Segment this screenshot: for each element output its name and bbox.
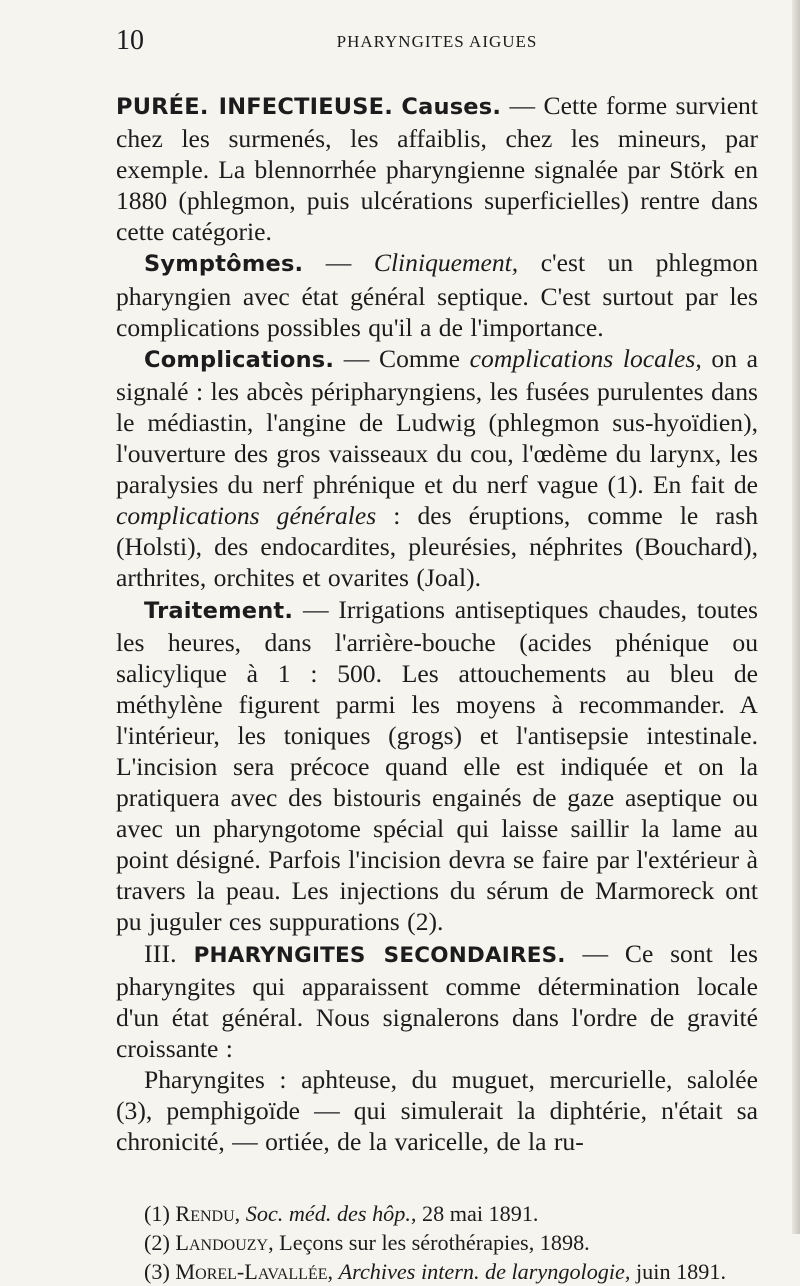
- dash: —: [582, 938, 609, 968]
- footnote-number: (2): [144, 1230, 170, 1256]
- footnote-number: (1): [144, 1201, 170, 1227]
- page-edge: [792, 0, 800, 1234]
- heading-traitement: Traitement.: [144, 597, 294, 624]
- dash: —: [509, 91, 536, 120]
- text-complications-2: on a signalé : les abcès péripharyngiens, les fusées purulentes dans le médiastin, l'angine de Ludwig (phlegmon sus-hyoïdien), l'ouverture des gros vaisseaux du cou, l'œdème du larynx, les paralysies du nerf phrénique et du nerf vague (1). En fait de: [116, 343, 758, 500]
- heading-puree: PURÉE. INFECTIEUSE.: [116, 94, 393, 120]
- paragraph-list: Pharyngites : aphteuse, du muguet, mercurielle, salolée (3), pemphigoïde — qui simulerait la diphtérie, n'était sa chronicité, — ortiée, de la varicelle, de la ru-: [116, 1064, 758, 1157]
- italic-complications-generales: complications générales: [116, 501, 377, 531]
- italic-complications-locales: complications locales,: [469, 343, 702, 373]
- text-complications-3: : des éruptions, comme le rash (Holsti), des endocardites, pleurésies, néphrites (Bouchard), arthrites, orchites et ovarites (Joal).: [116, 501, 759, 593]
- body-text: [116, 90, 758, 1157]
- text-secondaires: Ce sont les pharyngites qui apparaissent comme détermination locale d'un état général. Nous signalerons dans l'ordre de gravité croissante :: [116, 938, 758, 1063]
- page-number: 10: [116, 25, 144, 56]
- footnote-number: (3): [144, 1259, 170, 1285]
- text-complications-1: Comme: [379, 343, 461, 373]
- paragraph-complications: [116, 343, 758, 594]
- footnote-2: [116, 1228, 758, 1257]
- text-symptomes: c'est un phlegmon pharyngien avec état général septique. C'est surtout par les complications possibles qu'il a de l'importance.: [116, 248, 759, 342]
- italic-cliniquement: Cliniquement,: [373, 248, 519, 278]
- page-header: [116, 24, 758, 64]
- footnote-3: [116, 1257, 758, 1286]
- footnote-author: Rendu,: [175, 1201, 241, 1227]
- footnote-source: Soc. méd. des hôp.,: [245, 1201, 417, 1227]
- footnote-author: Landouzy,: [175, 1230, 274, 1256]
- footnote-title: Leçons sur les sérothérapies, 1898.: [279, 1230, 590, 1256]
- section-numeral: III.: [144, 938, 177, 968]
- footnote-author: Morel-Lavallée,: [175, 1259, 334, 1285]
- paragraph-puree: [116, 90, 758, 247]
- footnotes: [116, 1199, 758, 1286]
- dash: —: [325, 248, 352, 278]
- text-puree: Cette forme survient chez les surmenés, les affaiblis, chez les mineurs, par exemple. La blennorrhée pharyngienne signalée par Störk en 1880 (phlegmon, puis ulcérations superficielles) rentre dans cette catégorie.: [116, 91, 758, 247]
- heading-secondaires: PHARYNGITES SECONDAIRES.: [193, 942, 566, 968]
- footnote-date: 28 mai 1891.: [422, 1201, 539, 1227]
- paragraph-symptomes: [116, 247, 758, 342]
- dash: —: [343, 343, 370, 373]
- paragraph-secondaires: [116, 938, 758, 1064]
- heading-complications: Complications.: [144, 346, 335, 373]
- dash: —: [302, 594, 329, 624]
- paragraph-traitement: [116, 594, 758, 938]
- heading-symptomes: Symptômes.: [144, 251, 304, 278]
- footnote-source: Archives intern. de laryngologie,: [338, 1259, 631, 1285]
- subheading-causes: Causes.: [401, 94, 502, 120]
- text-traitement: Irrigations antiseptiques chaudes, toutes les heures, dans l'arrière-bouche (acides phénique ou salicylique à 1 : 500. Les attouchements au bleu de méthylène figurent parmi les moyens à recommander. A l'intérieur, les toniques (grogs) et l'antisepsie intestinale. L'incision sera précoce quand elle est indiquée et on la pratiquera avec des bistouris engainés de gaze aseptique ou avec un pharyngotome spécial qui laisse saillir la lame au point désigné. Parfois l'incision devra se faire par l'extérieur à travers la peau. Les injections du sérum de Marmoreck ont pu juguler ces suppurations (2).: [116, 594, 759, 937]
- footnote-1: [116, 1199, 758, 1228]
- footnote-date: juin 1891.: [636, 1259, 727, 1285]
- running-head: PHARYNGITES AIGUES: [336, 32, 538, 51]
